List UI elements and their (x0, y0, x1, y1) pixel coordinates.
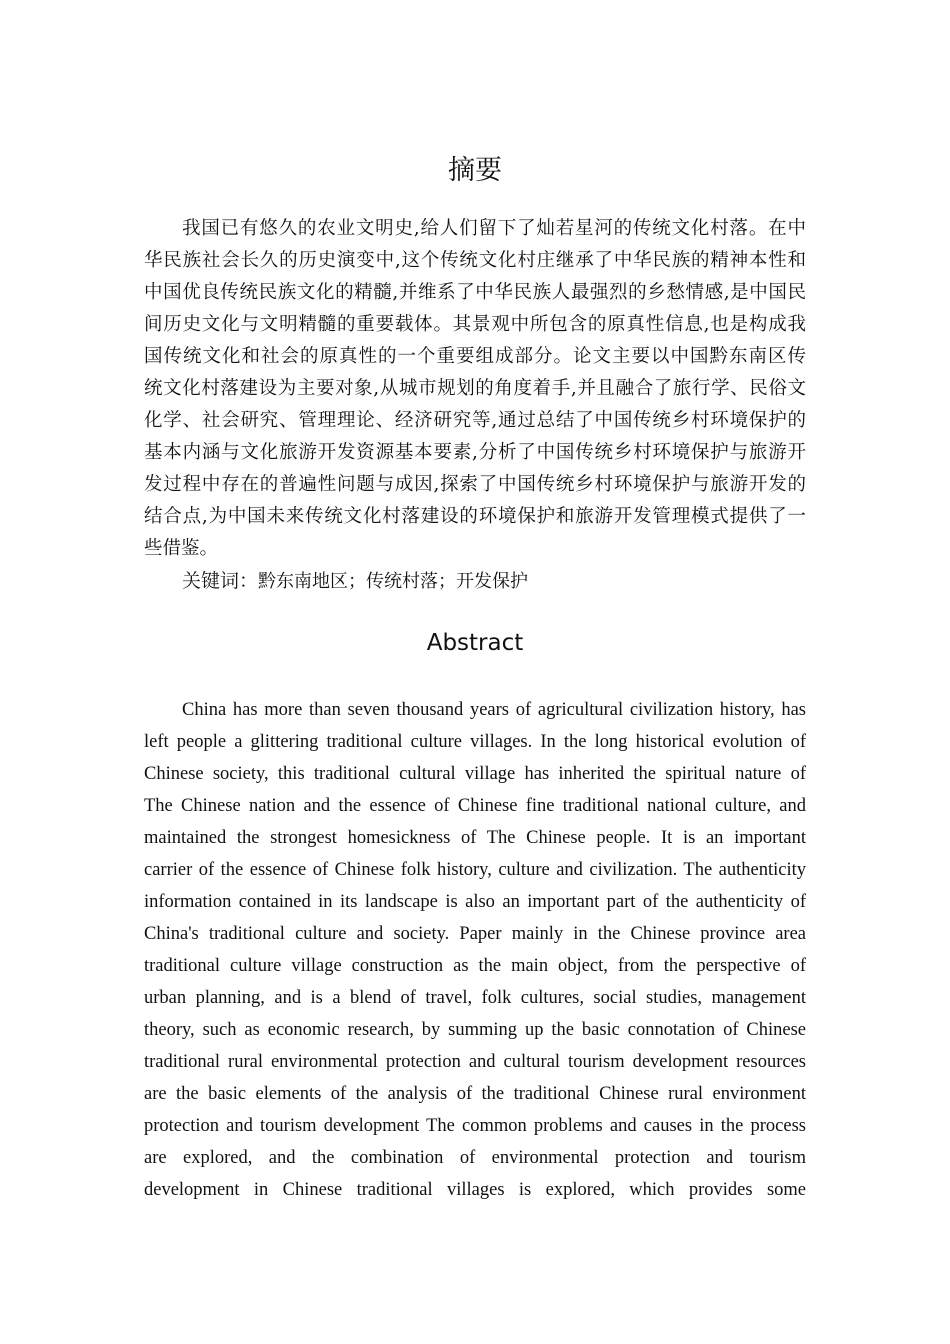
paragraph-line: information contained in its landscape is also an important part of the authenticity of (144, 892, 806, 912)
english-abstract-paragraph (144, 694, 806, 1206)
keywords-label: 关键词： (182, 570, 259, 592)
paragraph-line: urban planning, and is a blend of travel, folk cultures, social studies, management (144, 988, 806, 1008)
paragraph-line: maintained the strongest homesickness of The Chinese people. It is an important (144, 828, 806, 848)
paragraph-line: theory, such as economic research, by summing up the basic connotation of Chinese (144, 1020, 806, 1040)
paragraph-line: 发过程中存在的普遍性问题与成因,探索了中国传统乡村环境保护与旅游开发的 (144, 474, 806, 495)
keywords-text: 黔东南地区；传统村落；开发保护 (258, 571, 529, 592)
paragraph-line: 国传统文化和社会的原真性的一个重要组成部分。论文主要以中国黔东南区传 (144, 346, 806, 367)
paragraph-line: are the basic elements of the analysis of the traditional Chinese rural environment (144, 1084, 806, 1104)
paragraph-line: development in Chinese traditional villages is explored, which provides some (144, 1180, 806, 1200)
abstract-title-chinese: 摘要 (448, 155, 502, 186)
paragraph-line: protection and tourism development The common problems and causes in the process (144, 1116, 806, 1136)
paragraph-line: 化学、社会研究、管理理论、经济研究等,通过总结了中国传统乡村环境保护的 (144, 410, 806, 431)
paragraph-line: are explored, and the combination of environmental protection and tourism (144, 1148, 806, 1168)
paragraph-line: carrier of the essence of Chinese folk history, culture and civilization. The authenticity (144, 860, 806, 880)
keywords-line (182, 565, 528, 598)
paragraph-line: The Chinese nation and the essence of Chinese fine traditional national culture, and (144, 796, 806, 816)
chinese-abstract-paragraph (144, 213, 806, 565)
paragraph-line: 统文化村落建设为主要对象,从城市规划的角度着手,并且融合了旅行学、民俗文 (144, 378, 806, 399)
paragraph-line: China's traditional culture and society. Paper mainly in the Chinese province area (144, 924, 806, 944)
paragraph-line: traditional rural environmental protection and cultural tourism development resources (144, 1052, 806, 1072)
paragraph-line: 基本内涵与文化旅游开发资源基本要素,分析了中国传统乡村环境保护与旅游开 (144, 442, 806, 463)
paragraph-line: 我国已有悠久的农业文明史,给人们留下了灿若星河的传统文化村落。在中 (182, 218, 806, 239)
paragraph-line: 中国优良传统民族文化的精髓,并维系了中华民族人最强烈的乡愁情感,是中国民 (144, 282, 806, 303)
paragraph-line: traditional culture village construction as the main object, from the perspective of (144, 956, 806, 976)
paragraph-line: 结合点,为中国未来传统文化村落建设的环境保护和旅游开发管理模式提供了一 (144, 506, 806, 527)
paragraph-line: 间历史文化与文明精髓的重要载体。其景观中所包含的原真性信息,也是构成我 (144, 314, 806, 335)
abstract-title-english: Abstract (426, 630, 524, 656)
paragraph-line: Chinese society, this traditional cultural village has inherited the spiritual nature of (144, 764, 806, 784)
paragraph-line: China has more than seven thousand years of agricultural civilization history, has (182, 700, 806, 720)
paragraph-line: 华民族社会长久的历史演变中,这个传统文化村庄继承了中华民族的精神本性和 (144, 250, 806, 271)
paragraph-line: 些借鉴。 (144, 538, 219, 559)
paragraph-line: left people a glittering traditional culture villages. In the long historical evolution of (144, 732, 806, 752)
